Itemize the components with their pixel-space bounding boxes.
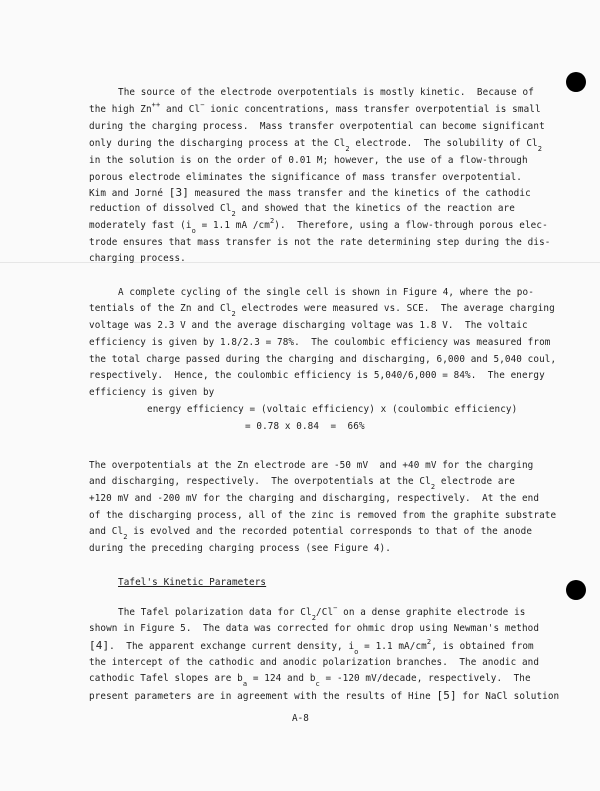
text-line: charging process. bbox=[89, 253, 186, 264]
text-line: efficiency is given by 1.8/2.3 = 78%. The coulombic efficiency was measured from bbox=[89, 337, 551, 348]
text-line: [4]. The apparent exchange current density, $i_o = 1.1$ $mA/cm^2$, is obtained from bbox=[89, 638, 534, 656]
text-line: shown in Figure 5. The data was corrected for ohmic drop using Newman's method bbox=[89, 623, 540, 634]
text-line: and $Cl_2$ is evolved and the recorded potential corresponds to that of the anode bbox=[89, 526, 533, 541]
equation-line: = 0.78 x 0.84 = 66% bbox=[245, 421, 365, 432]
text-line: porous electrode eliminates the significance of mass transfer overpotential. bbox=[89, 172, 522, 183]
punch-hole-top bbox=[566, 72, 586, 92]
text-line: respectively. Hence, the coulombic efficiency is 5,040/6,000 = 84%. The energy bbox=[89, 370, 545, 381]
equation-line: energy efficiency = (voltaic efficiency) x (coulombic efficiency) bbox=[147, 404, 518, 415]
text-line: The Tafel polarization data for $Cl_2/Cl^-$ on a dense graphite electrode is bbox=[118, 604, 526, 622]
text-line: Kim and Jorné [3] measured the mass transfer and the kinetics of the cathodic bbox=[89, 186, 531, 199]
text-line: trode ensures that mass transfer is not the rate determining step during the dis- bbox=[89, 237, 551, 248]
text-line: +120 mV and -200 mV for the charging and discharging, respectively. At the end bbox=[89, 493, 540, 504]
text-line: the intercept of the cathodic and anodic polarization branches. The anodic and bbox=[89, 657, 540, 668]
section-heading: Tafel's Kinetic Parameters bbox=[118, 577, 267, 588]
text-line: of the discharging process, all of the zinc is removed from the graphite substrate bbox=[89, 510, 557, 521]
text-line: the total charge passed during the charging and discharging, 6,000 and 5,040 coul, bbox=[89, 354, 557, 365]
text-line: only during the discharging process at the $Cl_2$ electrode. The solubility of $Cl_2$ bbox=[89, 138, 543, 153]
text-line: during the charging process. Mass transfer overpotential can become significant bbox=[89, 121, 545, 132]
text-line: the high Zn++ and Cl− ionic concentrations, mass transfer overpotential is small bbox=[89, 101, 541, 115]
text-line: The overpotentials at the Zn electrode are -50 mV and +40 mV for the charging bbox=[89, 460, 534, 471]
text-line: present parameters are in agreement with the results of Hine [5] for NaCl solution bbox=[89, 689, 560, 702]
text-line: tentials of the Zn and $Cl_2$ electrodes were measured vs. SCE. The average charging bbox=[89, 303, 555, 318]
text-line: A complete cycling of the single cell is shown in Figure 4, where the po- bbox=[118, 287, 534, 298]
text-line: cathodic Tafel slopes are $b_a = 124$ and $b_c = -120$ mV/decade, respectively. The bbox=[89, 673, 531, 688]
punch-hole-bottom bbox=[566, 580, 586, 600]
text-line: voltage was 2.3 V and the average discharging voltage was 1.8 V. The voltaic bbox=[89, 320, 528, 331]
page-number: A-8 bbox=[292, 713, 309, 724]
text-line: efficiency is given by bbox=[89, 387, 215, 398]
text-line: reduction of dissolved $Cl_2$ and showed that the kinetics of the reaction are bbox=[89, 203, 515, 218]
text-line: The source of the electrode overpotentials is mostly kinetic. Because of bbox=[118, 87, 534, 98]
text-line: during the preceding charging process (see Figure 4). bbox=[89, 543, 391, 554]
text-line: and discharging, respectively. The overpotentials at the $Cl_2$ electrode are bbox=[89, 476, 515, 491]
text-line: in the solution is on the order of 0.01 M; however, the use of a flow-through bbox=[89, 155, 528, 166]
text-line: moderately fast ($i_o = 1.1$ mA $/cm^2$). Therefore, using a flow-through porous elec- bbox=[89, 217, 548, 235]
